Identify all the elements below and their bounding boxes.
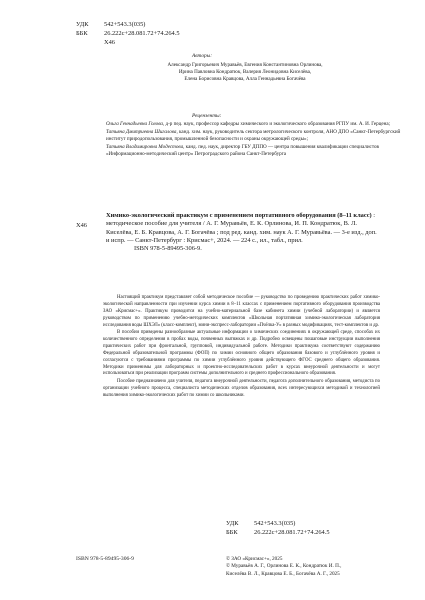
reviewer-name: Татьяна Владимировна Модестова [106, 143, 184, 150]
udk-value: 542+543.3(035) [254, 520, 296, 527]
bbk-row [76, 29, 180, 38]
bbk-value: 26.222с+28.081.72+74.264.5 [104, 30, 180, 37]
udk-label: УДК [226, 520, 239, 527]
reviewer-entry [106, 144, 406, 158]
bbk-label: ББК [76, 30, 88, 37]
authors-line: Александр Григорьевич Муравьёв, Евгения Константиновна Орлинова, [167, 62, 323, 68]
classification-codes-bottom [226, 519, 330, 537]
record-author-mark: Х46 [76, 222, 88, 229]
reviewer-entry [106, 121, 406, 128]
udk-label: УДК [76, 21, 89, 28]
copyright-block [226, 556, 396, 578]
reviewer-name: Ольга Геннадьевна Голова [106, 121, 163, 127]
copyright-line: © ЗАО «Крисмас+», 2025 [226, 556, 283, 562]
reviewer-entry [106, 129, 406, 143]
classification-codes-top [76, 20, 180, 47]
book-title: Химико-экологический практикум с применением портативного оборудования (8–11 класс) [106, 212, 372, 219]
reviewer-details: , канд. хим. наук, руководитель сектора метрологического контроля, АНО ДПО «Санкт-Петербургский институт природопользования, промышленной безопасности и охраны окружающей среды»; [106, 128, 401, 142]
udk-row [226, 519, 330, 528]
copyright-line: Киселёва В. Л., Кравцова Е. Б., Богачёва А. Г., 2025 [226, 570, 340, 577]
footer-isbn: ISBN 978-5-89495-306-9 [76, 556, 134, 562]
udk-value: 542+543.3(035) [104, 21, 146, 28]
authors-heading: Авторы: [192, 53, 213, 59]
bbk-row [226, 528, 330, 537]
reviewers-heading: Рецензенты: [192, 113, 222, 119]
reviewer-details: , канд. пед. наук, директор ГБУ ДППО — центра повышения квалификации специалистов «Информационно-методический центр» Петроградского района Санкт-Петербурга [106, 143, 379, 157]
abstract-paragraph: В пособии приведены разнообразные актуальные информации о химических соединениях в окружающей среде, способах их количественного определения в пробах воды, почвенных вытяжках и др. Подробно освещены пошаговые инструкции выполнения практических работ при фронтальной, групповой, индивидуальной работе. Методики практикума соответствуют содержанию Федеральной образовательной программы (ФОП) по химии основного общего образования базового и углублённого уровня и согласуются с требованиями программы по химии углублённого уровня действующего ФГОС среднего общего образования. Методики применимы для лабораторных и проектно-исследовательских работ в курсах внеурочной деятельности и могут использоваться при реализации программ системы дополнительного и среднего профессионального образования. [103, 330, 380, 377]
abstract [103, 295, 380, 400]
authors-line: Елена Борисовна Кравцова, Алла Геннадьевна Богачёва [184, 76, 306, 83]
bbk-label: ББК [226, 529, 238, 536]
record-isbn: ISBN 978-5-89495-306-9. [134, 245, 202, 253]
reviewers-list [106, 121, 406, 159]
abstract-paragraph: Настоящий практикум представляет собой методическое пособие — руководство по проведению практических работ химико-экологической направленности при изучении курса химии в 8–11 классах с применением портативного оборудования производства ЗАО «Крисмас+». Практикум проводится на учебно-материальной базе кабинета химии (учебной лаборатории) и является руководством по применению учебно-методических комплектов «Школьная портативная химико-экологическая лаборатория исследования воды ШХЭЛ» (класс-комплект), мини-экспресс-лаборатории «Пчёлка-У» в разных модификациях, тест-комплектов и др. [103, 295, 380, 328]
udk-row [76, 20, 180, 29]
bbk-value: 26.222с+28.081.72+74.264.5 [254, 529, 330, 536]
author-mark-row [76, 38, 180, 47]
abstract-paragraph: Пособие предназначено для учителя, педагога внеурочной деятельности, педагога дополнительного образования, методиста по организации учебного процесса, специалиста методических отделов образования, всех интересующихся методикой и технологией выполнения химико-экологических работ по химии со школьниками. [103, 378, 380, 398]
bibliographic-record [106, 212, 381, 253]
reviewer-details: , д-р пед. наук, профессор кафедры химического и экологического образования РГПУ им. А. И. Герцена; [162, 121, 391, 127]
author-mark: Х46 [104, 39, 116, 46]
authors-list [100, 62, 390, 84]
authors-line: Ирина Павловна Кондратюк, Валерия Леонидовна Киселёва, [178, 69, 312, 76]
copyright-line: © Муравьёв А. Г., Орлинова Е. К., Кондратюк И. П., [226, 563, 342, 570]
reviewer-name: Татьяна Дмитриевна Шигалова [106, 128, 177, 135]
record-details: : методическое пособие для учителя / А. Г. Муравьёв, Е. К. Орлинова, И. П. Кондратюк, В. Л. Киселёва, Е. Б. Кравцова, А. Г. Богачёва ; под ред. канд. хим. наук А. Г. Муравьёва. — 3-е изд., доп. и испр. — Санкт-Петербург : Крисмас+, 2024. — 224 с., ил., табл., прил. [106, 212, 377, 244]
